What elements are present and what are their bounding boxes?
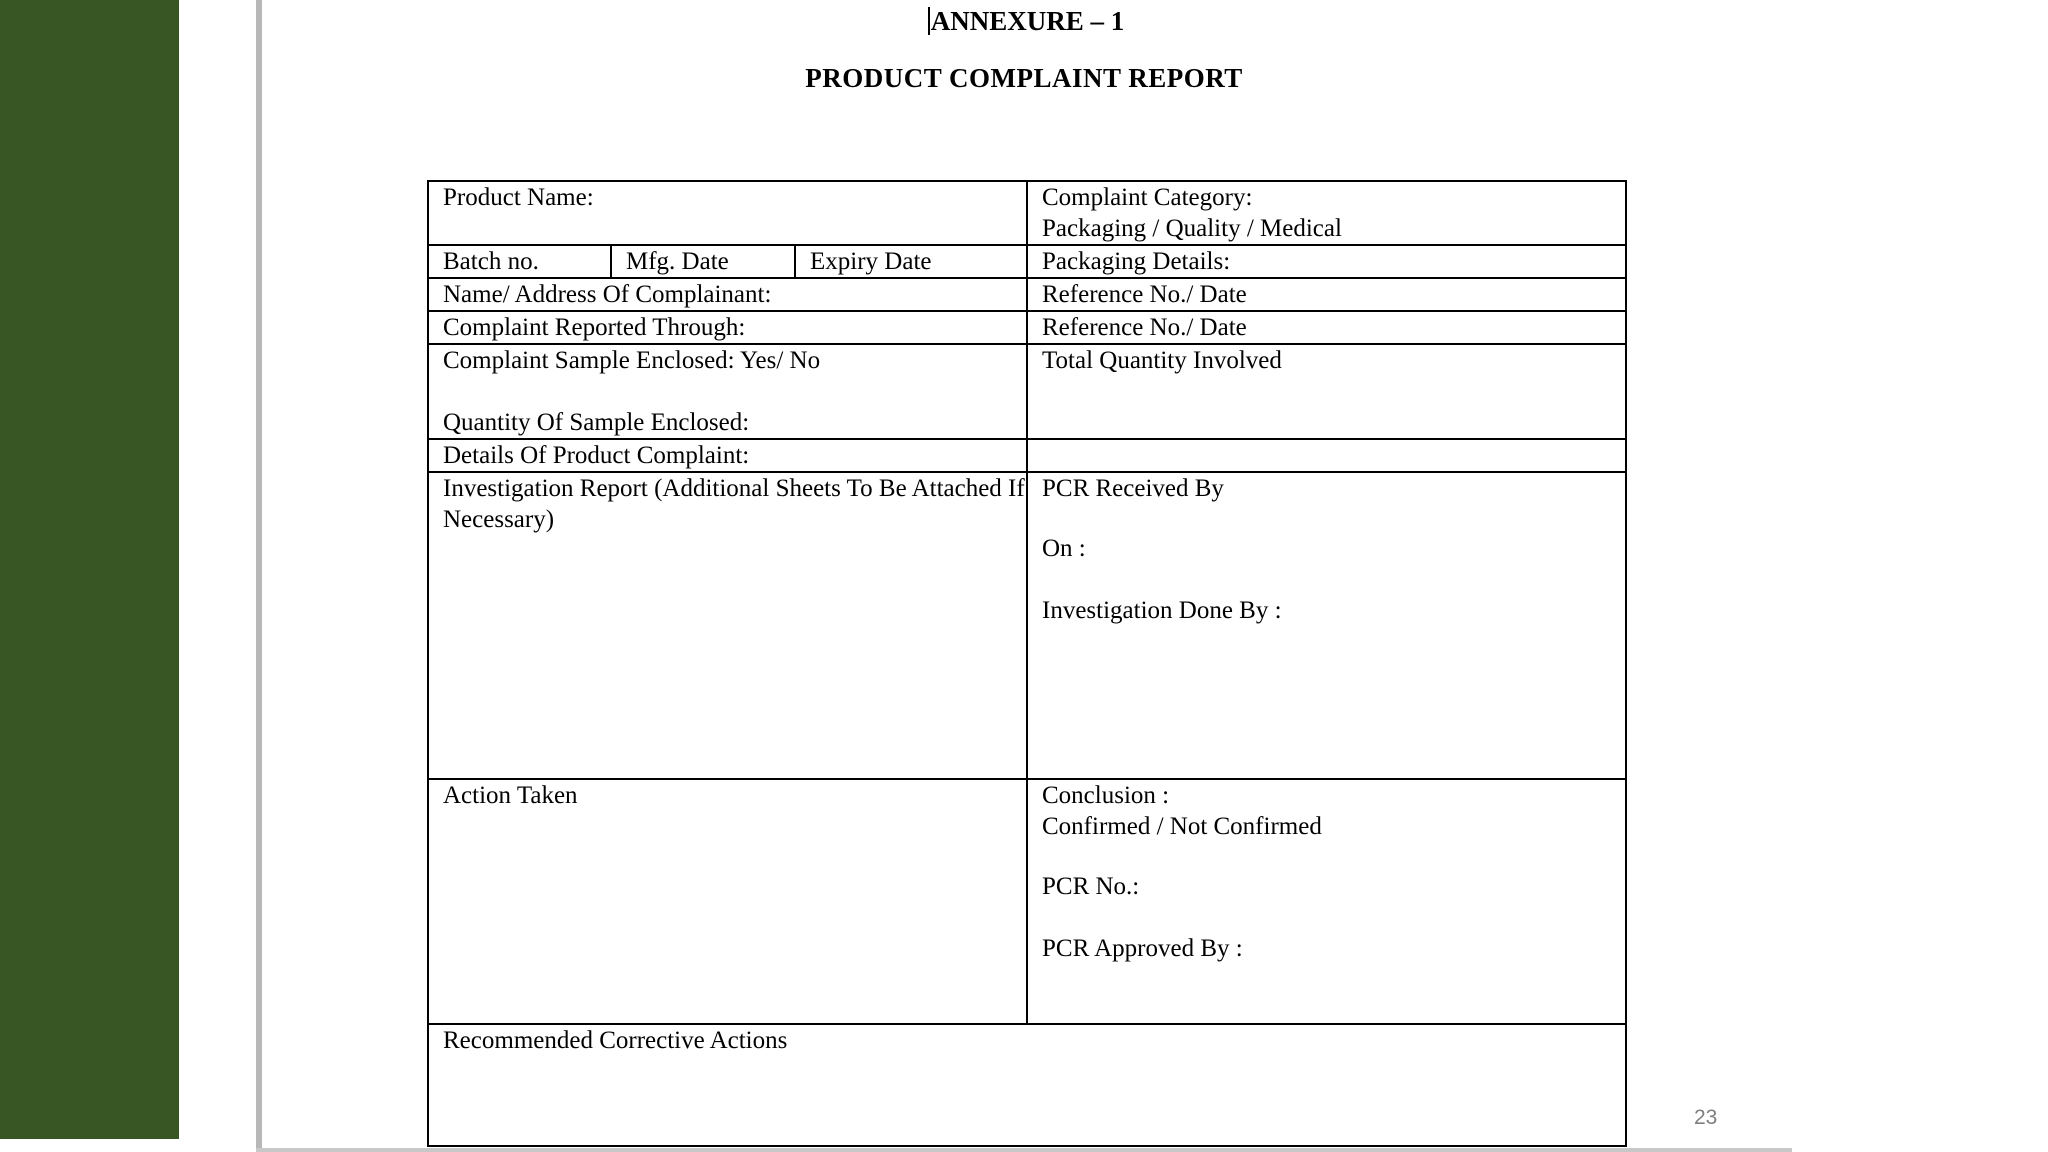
product-name-label: Product Name: [443,184,594,211]
document-page-bottom-edge [256,1148,1792,1152]
form-row [428,278,1626,311]
recommended-actions-cell[interactable] [428,1024,1626,1146]
on-label: On : [1042,535,1086,562]
slide-accent-bar [0,0,179,1139]
details-label: Details Of Product Complaint: [443,442,750,469]
product-name-cell[interactable] [428,181,1027,245]
pcr-received-by-label: PCR Received By [1042,475,1224,502]
complainant-label: Name/ Address Of Complainant: [443,281,772,308]
action-taken-label: Action Taken [443,782,578,809]
complaint-form-table [427,180,1627,1147]
form-row [428,181,1626,245]
conclusion-label: Conclusion : [1042,782,1170,809]
mfg-date-field[interactable]: Mfg. Date [611,246,795,277]
form-row [428,344,1626,439]
reported-through-cell[interactable] [428,311,1027,344]
investigation-done-by-label: Investigation Done By : [1042,597,1282,624]
form-row [428,245,1626,278]
complainant-cell[interactable] [428,278,1027,311]
complaint-category-label: Complaint Category: [1042,184,1253,211]
details-cell[interactable] [428,439,1027,472]
packaging-details-label: Packaging Details: [1042,248,1231,275]
action-taken-cell[interactable] [428,779,1027,1024]
annexure-heading: ANNEXURE – 1 [2,6,2048,37]
complaint-category-cell[interactable] [1027,181,1626,245]
investigation-report-label: Investigation Report (Additional Sheets To Be Attached If Necessary) [443,475,1025,533]
packaging-details-cell[interactable] [1027,245,1626,278]
recommended-actions-label: Recommended Corrective Actions [443,1027,788,1054]
form-row [428,472,1626,779]
pcr-no-label: PCR No.: [1042,873,1140,900]
reported-through-label: Complaint Reported Through: [443,314,746,341]
report-title: PRODUCT COMPLAINT REPORT [805,63,1243,93]
total-quantity-cell[interactable] [1027,344,1626,439]
slide-number: 23 [1694,1106,1718,1129]
conclusion-cell[interactable] [1027,779,1626,1024]
reference-label-1: Reference No./ Date [1042,281,1247,308]
conclusion-options: Confirmed / Not Confirmed [1042,813,1322,840]
reference-cell-2[interactable] [1027,311,1626,344]
form-row [428,439,1626,472]
reference-cell-1[interactable] [1027,278,1626,311]
form-row [428,311,1626,344]
text-cursor [928,7,930,35]
sample-enclosed-label: Complaint Sample Enclosed: Yes/ No [443,347,821,374]
expiry-date-field[interactable]: Expiry Date [795,246,1026,277]
complaint-category-options: Packaging / Quality / Medical [1042,215,1342,242]
details-empty-cell[interactable] [1027,439,1626,472]
total-quantity-label: Total Quantity Involved [1042,347,1282,374]
form-row [428,779,1626,1024]
quantity-of-sample-label: Quantity Of Sample Enclosed: [443,409,750,436]
batch-no-field[interactable]: Batch no. [443,248,539,275]
sample-enclosed-cell[interactable] [428,344,1027,439]
form-row [428,1024,1626,1146]
batch-details-cell [428,245,1027,278]
investigation-report-cell[interactable] [428,472,1027,779]
pcr-approved-by-label: PCR Approved By : [1042,935,1243,962]
reference-label-2: Reference No./ Date [1042,314,1247,341]
pcr-received-cell[interactable] [1027,472,1626,779]
